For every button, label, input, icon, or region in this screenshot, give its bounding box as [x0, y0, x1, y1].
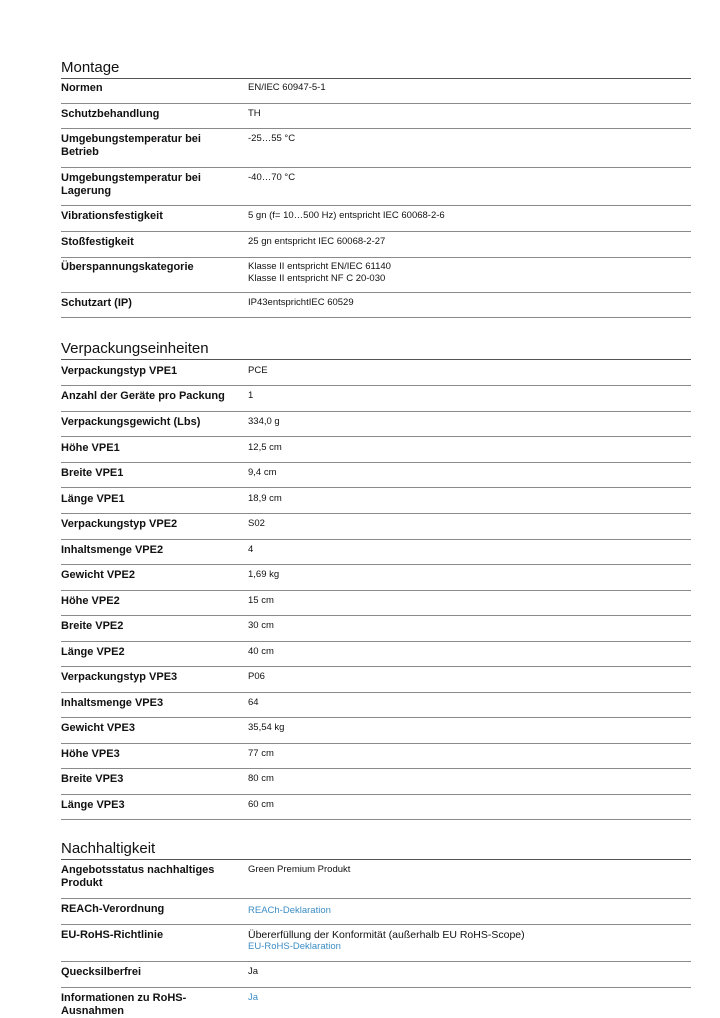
section-rule [61, 78, 691, 79]
spec-row [61, 864, 691, 899]
spec-value: IP43entsprichtIEC 60529 [248, 297, 354, 308]
spec-value: 60 cm [248, 799, 274, 810]
spec-value: 18,9 cm [248, 493, 282, 504]
spec-row [61, 236, 691, 258]
spec-label: Länge VPE2 [61, 646, 125, 658]
spec-value: P06 [248, 671, 265, 682]
spec-row [61, 365, 691, 386]
spec-label: EU-RoHS-Richtlinie [61, 929, 164, 941]
spec-row [61, 493, 691, 514]
spec-value: S02 [248, 518, 265, 529]
rohs-exemptions-link[interactable]: Ja [248, 992, 259, 1003]
spec-label: Höhe VPE1 [61, 442, 120, 454]
spec-value: -25…55 °C [248, 133, 296, 144]
spec-value [248, 992, 688, 1004]
spec-value: PCE [248, 365, 268, 376]
spec-label: Verpackungstyp VPE2 [61, 518, 178, 530]
spec-row [61, 671, 691, 693]
spec-label: Schutzart (IP) [61, 297, 132, 309]
section-title-nachhaltigkeit: Nachhaltigkeit [61, 840, 156, 857]
spec-label: Umgebungstemperatur bei Lagerung [61, 172, 201, 197]
spec-value: 35,54 kg [248, 722, 285, 733]
section-title-montage: Montage [61, 59, 120, 76]
spec-value: Green Premium Produkt [248, 864, 351, 875]
spec-label: Angebotsstatus nachhaltiges Produkt [61, 864, 215, 889]
spec-label: Verpackungsgewicht (Lbs) [61, 416, 201, 428]
spec-label: Breite VPE3 [61, 773, 124, 785]
spec-label: Anzahl der Geräte pro Packung [61, 390, 225, 402]
spec-row [61, 210, 691, 232]
section-rule [61, 859, 691, 860]
spec-value: 80 cm [248, 773, 274, 784]
spec-row [61, 297, 691, 318]
spec-value: TH [248, 108, 261, 119]
spec-row [61, 992, 691, 1018]
spec-label: Quecksilberfrei [61, 966, 142, 978]
section-title-verpackung: Verpackungseinheiten [61, 340, 209, 357]
spec-label: Verpackungstyp VPE3 [61, 671, 178, 683]
spec-row [61, 595, 691, 616]
spec-label: Länge VPE3 [61, 799, 125, 811]
spec-row [61, 903, 691, 925]
spec-label: Stoßfestigkeit [61, 236, 134, 248]
spec-row [61, 966, 691, 988]
spec-row [61, 390, 691, 412]
spec-value: -40…70 °C [248, 172, 296, 183]
spec-row [61, 82, 691, 104]
spec-label: Inhaltsmenge VPE2 [61, 544, 164, 556]
spec-label: Breite VPE1 [61, 467, 124, 479]
spec-value: 5 gn (f= 10…500 Hz) entspricht IEC 60068-2-6 [248, 210, 445, 221]
reach-declaration-link[interactable]: REACh-Deklaration [248, 905, 331, 916]
spec-row [61, 544, 691, 565]
spec-label: Gewicht VPE2 [61, 569, 135, 581]
spec-label: Schutzbehandlung [61, 108, 160, 120]
spec-value: 12,5 cm [248, 442, 282, 453]
spec-row [61, 467, 691, 488]
spec-value: 334,0 g [248, 416, 280, 427]
spec-row [61, 748, 691, 769]
spec-value-line: Übererfüllung der Konformität (außerhalb EU RoHS-Scope) [248, 929, 525, 941]
spec-label: Verpackungstyp VPE1 [61, 365, 178, 377]
spec-label: Vibrationsfestigkeit [61, 210, 163, 222]
spec-value: 30 cm [248, 620, 274, 631]
spec-value: 9,4 cm [248, 467, 277, 478]
spec-value: 1,69 kg [248, 569, 280, 580]
spec-label: Höhe VPE3 [61, 748, 120, 760]
spec-value: 1 [248, 390, 254, 401]
spec-value: 25 gn entspricht IEC 60068-2-27 [248, 236, 386, 247]
spec-label: Breite VPE2 [61, 620, 124, 632]
spec-value [248, 261, 688, 285]
spec-row [61, 929, 691, 962]
spec-row [61, 172, 691, 206]
spec-row [61, 133, 691, 168]
spec-label: Inhaltsmenge VPE3 [61, 697, 164, 709]
spec-row [61, 261, 691, 293]
spec-label: Umgebungstemperatur bei Betrieb [61, 133, 201, 158]
spec-label: Höhe VPE2 [61, 595, 120, 607]
spec-row [61, 697, 691, 718]
eu-rohs-declaration-link[interactable]: EU-RoHS-Deklaration [248, 941, 341, 952]
spec-row [61, 773, 691, 795]
spec-label: REACh-Verordnung [61, 903, 165, 915]
spec-value-line: Klasse II entspricht EN/IEC 61140 [248, 261, 391, 272]
spec-value-line: Klasse II entspricht NF C 20-030 [248, 273, 386, 284]
spec-value: 64 [248, 697, 259, 708]
spec-label: Gewicht VPE3 [61, 722, 135, 734]
spec-row [61, 620, 691, 642]
spec-label: Länge VPE1 [61, 493, 125, 505]
spec-label: Überspannungskategorie [61, 261, 194, 273]
spec-row [61, 442, 691, 463]
spec-value: 77 cm [248, 748, 274, 759]
spec-row [61, 646, 691, 667]
spec-value [248, 929, 688, 953]
section-rule [61, 359, 691, 360]
spec-value: 40 cm [248, 646, 274, 657]
spec-row [61, 722, 691, 744]
spec-row [61, 108, 691, 129]
spec-row [61, 518, 691, 540]
spec-row [61, 799, 691, 820]
spec-value [248, 905, 688, 917]
spec-row [61, 416, 691, 437]
spec-value: Ja [248, 966, 259, 977]
spec-value: EN/IEC 60947-5-1 [248, 82, 326, 93]
spec-label: Normen [61, 82, 103, 94]
spec-value: 4 [248, 544, 254, 555]
spec-value: 15 cm [248, 595, 274, 606]
spec-row [61, 569, 691, 591]
spec-label: Informationen zu RoHS-Ausnahmen [61, 992, 187, 1017]
